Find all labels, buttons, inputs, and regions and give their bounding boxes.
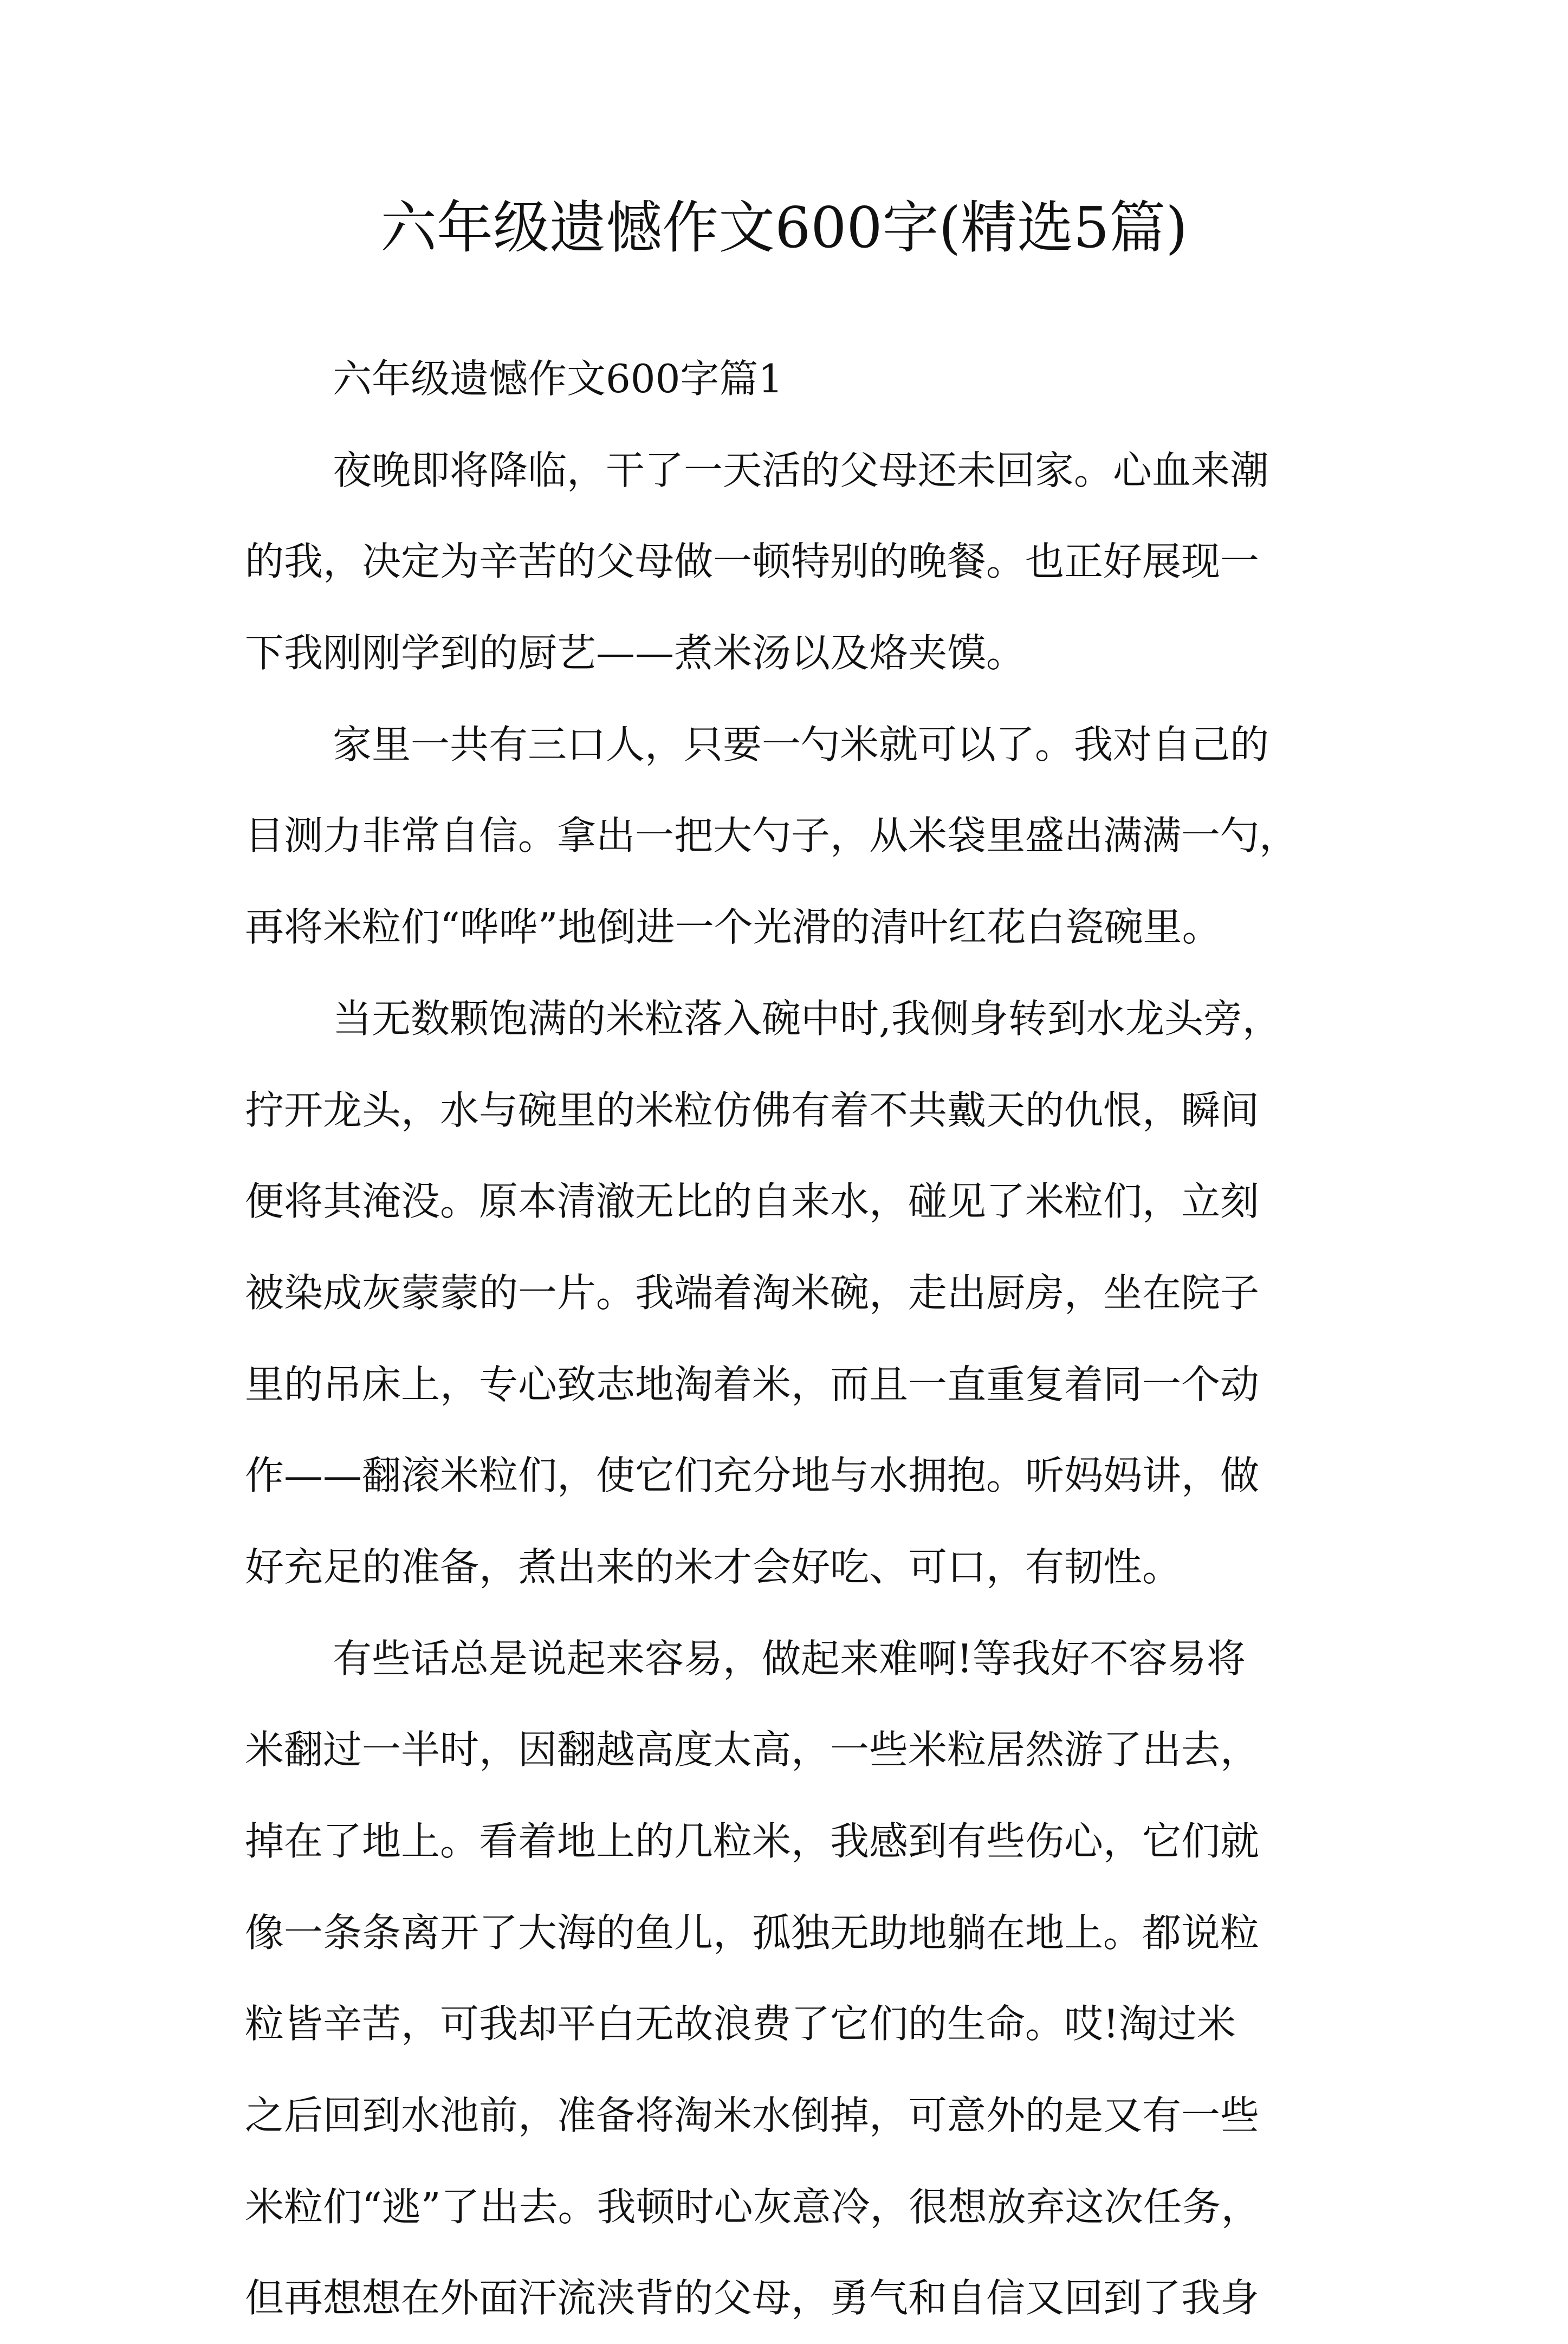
paragraph-line: 米翻过一半时，因翻越高度太高，一些米粒居然游了出去， [245, 1727, 1260, 1773]
paragraph-line: 之后回到水池前，准备将淘米水倒掉，可意外的是又有一些 [245, 2093, 1260, 2139]
paragraph-line: 被染成灰蒙蒙的一片。我端着淘米碗，走出厨房，坐在院子 [245, 1270, 1260, 1316]
paragraph-line: 的我，决定为辛苦的父母做一顿特别的晚餐。也正好展现一 [245, 539, 1260, 585]
paragraph-line: 目测力非常自信。拿出一把大勺子，从米袋里盛出满满一勺， [245, 813, 1299, 859]
document-body [245, 333, 1347, 2344]
paragraph-line: 再将米粒们“哗哗”地倒进一个光滑的清叶红花白瓷碗里。 [245, 904, 1221, 950]
paragraph-line: 好充足的准备，煮出来的米才会好吃、可口，有韧性。 [245, 1544, 1182, 1590]
paragraph-line: 有些话总是说起来容易，做起来难啊!等我好不容易将 [333, 1635, 1246, 1681]
paragraph-line: 里的吊床上，专心致志地淘着米，而且一直重复着同一个动 [245, 1361, 1260, 1407]
paragraph-line: 下我刚刚学到的厨艺——煮米汤以及烙夹馍。 [245, 630, 1026, 676]
paragraph-line: 当无数颗饱满的米粒落入碗中时,我侧身转到水龙头旁， [333, 995, 1281, 1041]
paragraph-line: 作——翻滚米粒们，使它们充分地与水拥抱。听妈妈讲，做 [245, 1453, 1260, 1499]
paragraph-line: 便将其淹没。原本清澈无比的自来水，碰见了米粒们，立刻 [245, 1179, 1260, 1225]
paragraph-line: 掉在了地上。看着地上的几粒米，我感到有些伤心，它们就 [245, 1818, 1260, 1864]
paragraph-line: 拧开龙头，水与碗里的米粒仿佛有着不共戴天的仇恨，瞬间 [245, 1087, 1260, 1133]
paragraph-line: 夜晚即将降临，干了一天活的父母还未回家。心血来潮 [333, 447, 1269, 493]
document-title: 六年级遗憾作文600字(精选5篇) [380, 195, 1188, 261]
paragraph-line: 像一条条离开了大海的鱼儿，孤独无助地躺在地上。都说粒 [245, 1909, 1260, 1956]
section-heading: 六年级遗憾作文600字篇1 [333, 356, 783, 402]
paragraph-line: 粒皆辛苦，可我却平白无故浪费了它们的生命。哎!淘过米 [245, 2001, 1236, 2047]
paragraph-line: 但再想想在外面汗流浃背的父母，勇气和自信又回到了我身 [245, 2275, 1260, 2321]
paragraph-line: 家里一共有三口人，只要一勺米就可以了。我对自己的 [333, 721, 1269, 767]
paragraph-line: 米粒们“逃”了出去。我顿时心灰意冷，很想放弃这次任务， [245, 2184, 1260, 2230]
